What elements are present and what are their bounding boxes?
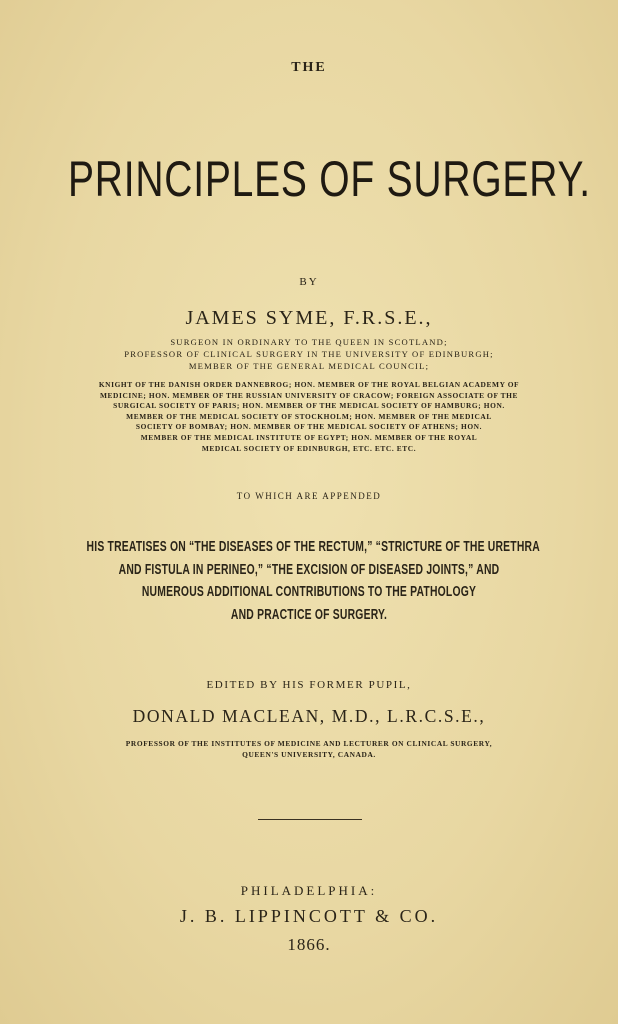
author-honor-line: MEDICINE; HON. MEMBER OF THE RUSSIAN UNIVERSITY OF CRACOW; FOREIGN ASSOCIATE OF THE	[99, 390, 519, 400]
publisher-name: J. B. LIPPINCOTT & CO.	[179, 906, 439, 926]
author-honor-line: SURGICAL SOCIETY OF PARIS; HON. MEMBER OF THE MEDICAL SOCIETY OF HAMBURG; HON.	[113, 401, 505, 411]
edited-by: EDITED BY HIS FORMER PUPIL,	[206, 679, 412, 691]
author-honor-line: KNIGHT OF THE DANISH ORDER DANNEBROG; HON. MEMBER OF THE ROYAL BELGIAN ACADEMY OF	[98, 380, 520, 389]
publication-city: PHILADELPHIA:	[240, 883, 378, 898]
author-roles	[0, 336, 618, 372]
treatise-line: HIS TREATISES ON “THE DISEASES OF THE RECTUM,” “STRICTURE OF THE URETHRA	[86, 539, 540, 555]
editor-role-line: QUEEN'S UNIVERSITY, CANADA.	[242, 749, 376, 759]
author-honor-line: MEMBER OF THE MEDICAL INSTITUTE OF EGYPT; HON. MEMBER OF THE ROYAL	[140, 432, 478, 442]
title-prefix: THE	[291, 60, 327, 75]
author-role-line: PROFESSOR OF CLINICAL SURGERY IN THE UNIVERSITY OF EDINBURGH;	[124, 349, 494, 359]
treatise-line: AND FISTULA IN PERINEO,” “THE EXCISION OF DISEASED JOINTS,” AND	[118, 561, 500, 578]
treatise-line: AND PRACTICE OF SURGERY.	[230, 606, 388, 623]
treatise-line: NUMEROUS ADDITIONAL CONTRIBUTIONS TO THE PATHOLOGY	[141, 584, 477, 600]
book-title: PRINCIPLES OF SURGERY.	[67, 151, 591, 207]
author-honor-line: MEDICAL SOCIETY OF EDINBURGH, ETC. ETC. ETC.	[201, 443, 417, 453]
author-honor-line: SOCIETY OF BOMBAY; HON. MEMBER OF THE MEDICAL SOCIETY OF ATHENS; HON.	[135, 422, 483, 432]
editor-role-line: PROFESSOR OF THE INSTITUTES OF MEDICINE AND LECTURER ON CLINICAL SURGERY,	[125, 739, 493, 748]
editor-roles	[0, 739, 618, 760]
author-role-line: SURGEON IN ORDINARY TO THE QUEEN IN SCOTLAND;	[170, 337, 448, 347]
treatises-list	[0, 536, 618, 626]
publication-year: 1866.	[287, 935, 331, 954]
by-line: BY	[299, 276, 319, 288]
author-honors	[0, 380, 618, 454]
appended-intro: TO WHICH ARE APPENDED	[236, 491, 382, 501]
author-role-line: MEMBER OF THE GENERAL MEDICAL COUNCIL;	[188, 361, 430, 371]
editor-name: DONALD MACLEAN, M.D., L.R.C.S.E.,	[132, 706, 486, 726]
author-honor-line: MEMBER OF THE MEDICAL SOCIETY OF STOCKHOLM; HON. MEMBER OF THE MEDICAL	[126, 411, 492, 421]
author-name: JAMES SYME, F.R.S.E.,	[185, 307, 433, 329]
divider-rule	[258, 819, 362, 820]
